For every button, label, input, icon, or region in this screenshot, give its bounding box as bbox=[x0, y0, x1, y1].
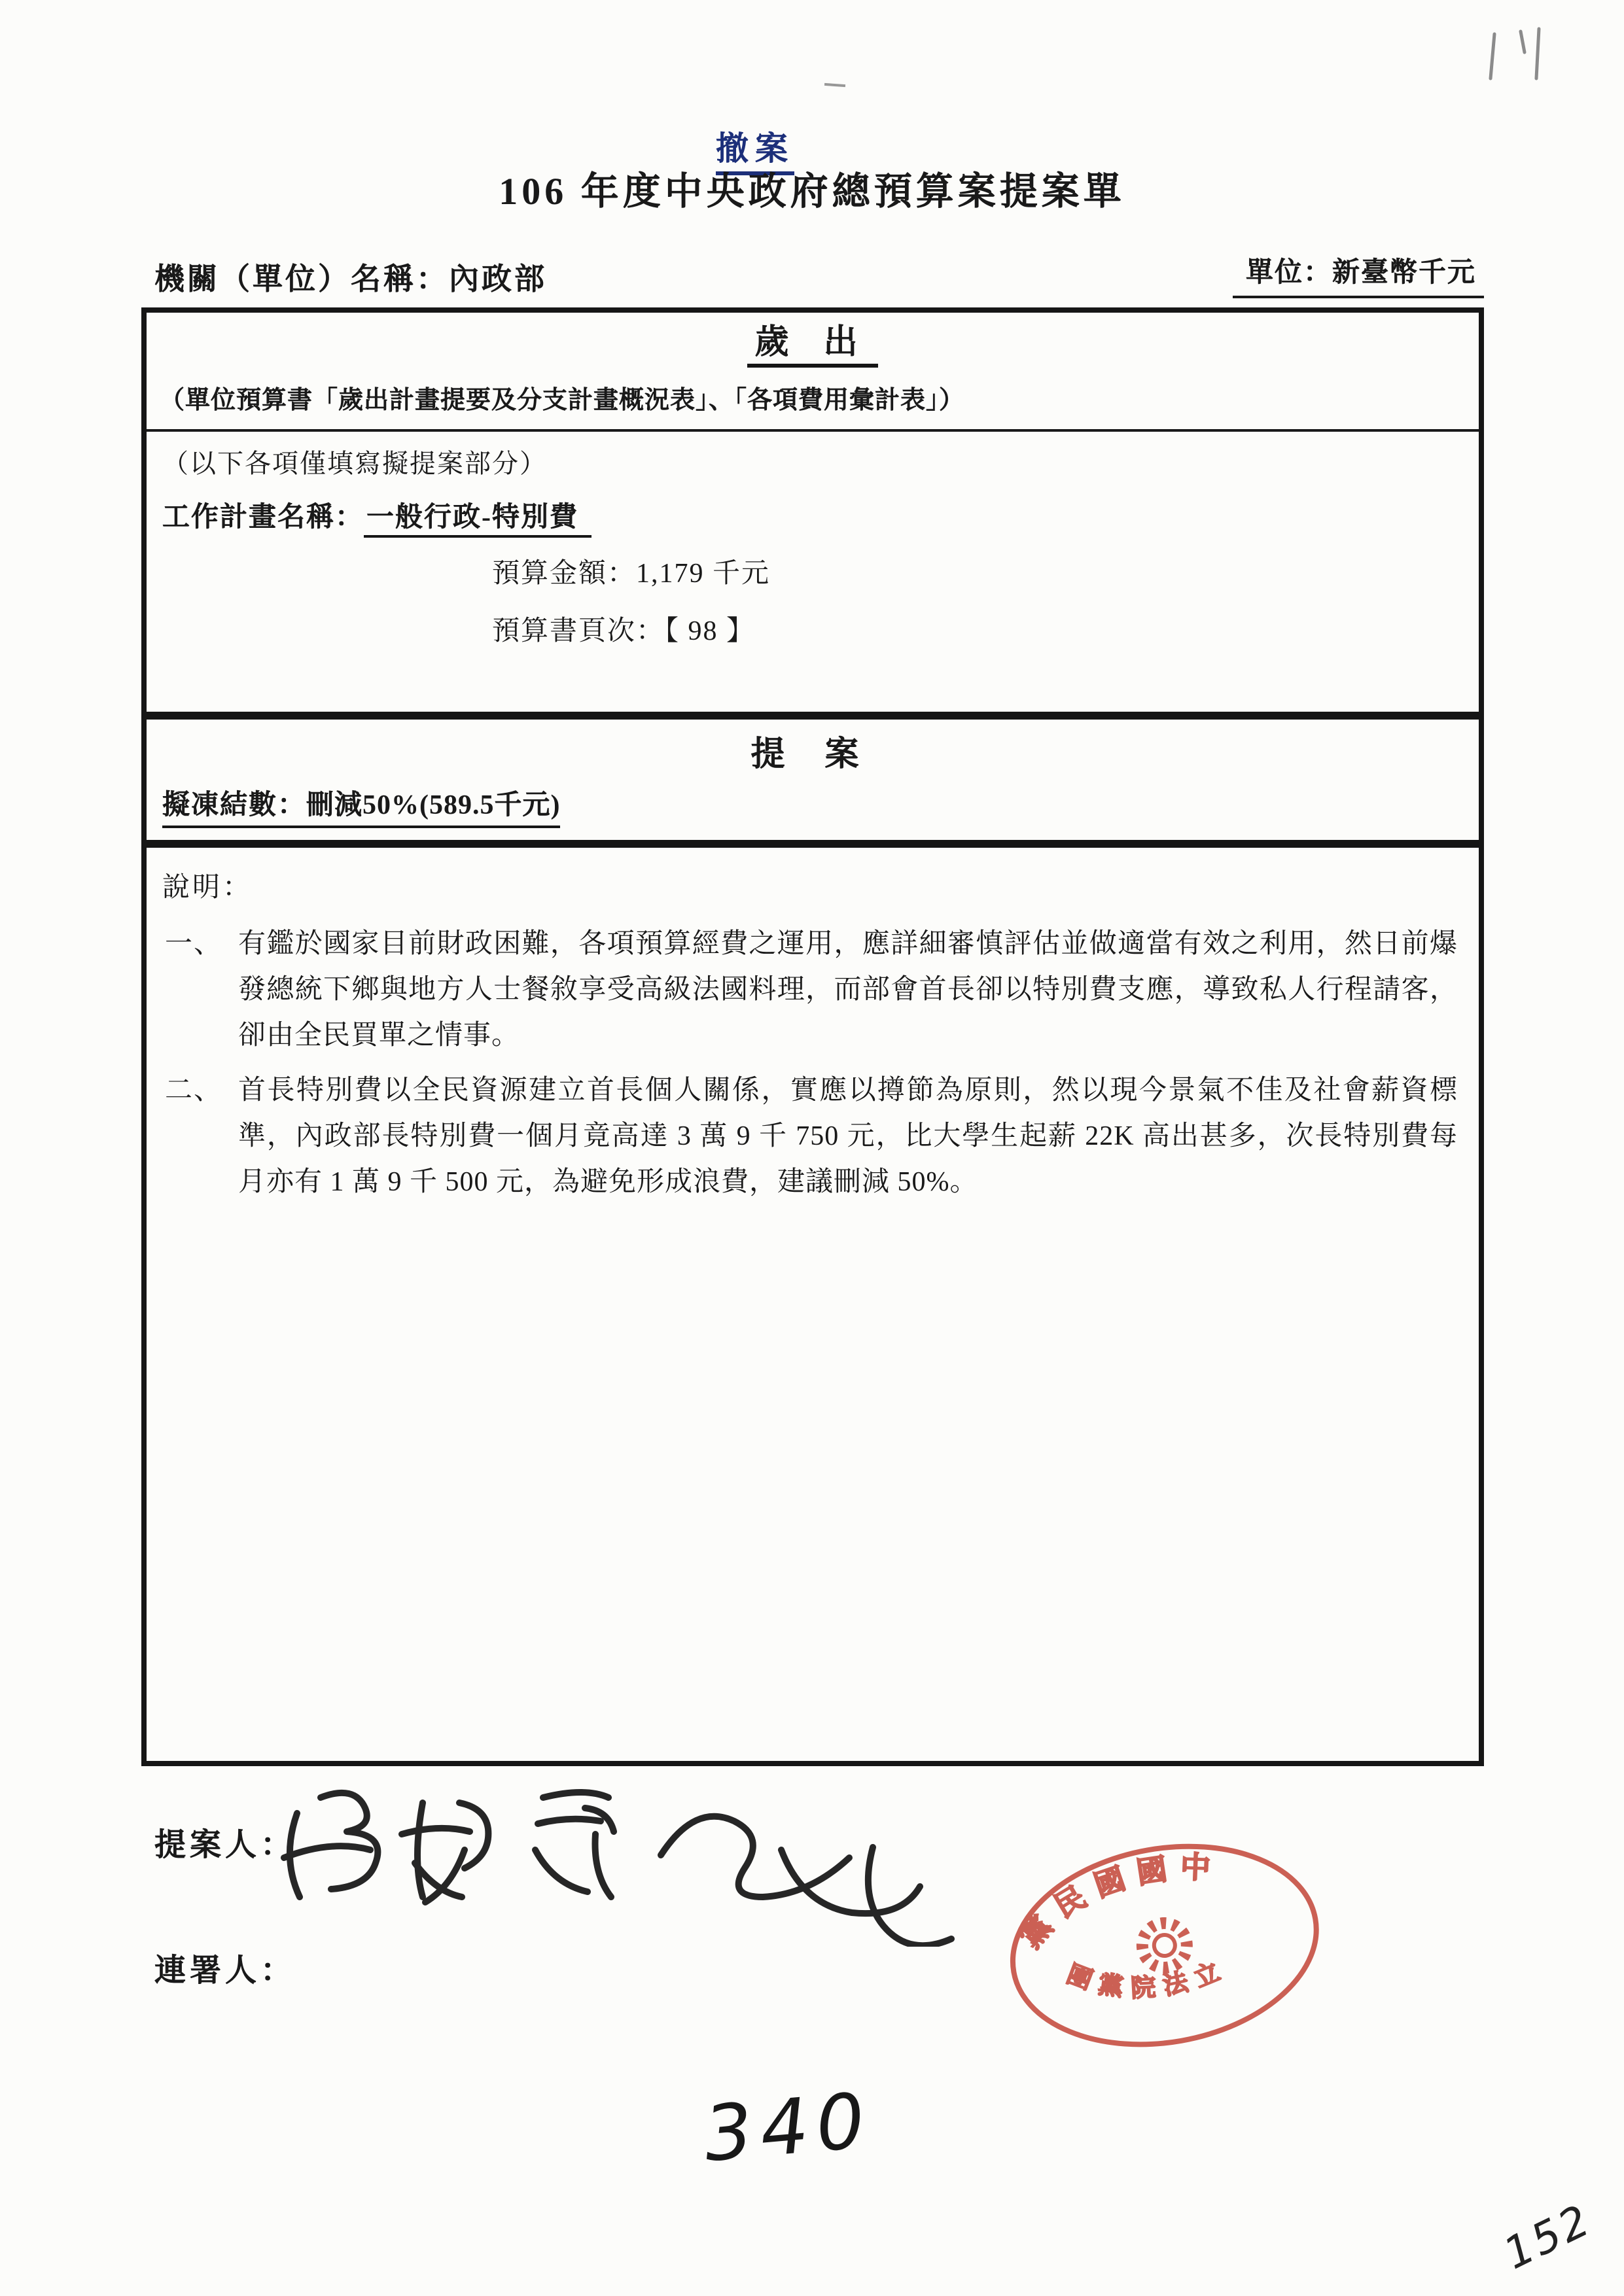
budget-book-page-value: 【 98 】 bbox=[665, 615, 755, 646]
explanation-item-1 bbox=[147, 921, 1479, 1058]
explanation-item-2-text: 首長特別費以全民資源建立首長個人關係，實應以撙節為原則，然以現今景氣不佳及社會薪資標準，內政部長特別費一個月竟高達 3 萬 9 千 750 元，比大學生起薪 22K 高出甚多，次長特別費每月亦有 1 萬 9 千 500 元，為避免形成浪費，建議刪減 50%。 bbox=[238, 1074, 1458, 1197]
currency-unit-note: 單位：新臺幣千元 bbox=[1233, 251, 1484, 298]
agency-name-label: 機關（單位）名稱： bbox=[154, 263, 449, 296]
agency-row bbox=[154, 251, 1484, 298]
budget-amount-line bbox=[147, 556, 1479, 591]
proposer-label: 提案人： bbox=[154, 1829, 296, 1863]
agency-name-value: 內政部 bbox=[449, 263, 547, 296]
freeze-amount-line bbox=[147, 788, 1479, 828]
freeze-underlined-text bbox=[162, 788, 561, 828]
fill-instruction-note: （以下各項僅填寫擬提案部分） bbox=[162, 450, 547, 479]
explanation-item-2-number: 二、 bbox=[165, 1074, 222, 1105]
budget-book-page-label: 預算書頁次： bbox=[492, 615, 665, 646]
stamp-sun-emblem bbox=[1139, 1920, 1190, 1972]
freeze-value: 刪減50%(589.5千元) bbox=[306, 789, 561, 820]
agency-name bbox=[154, 255, 547, 298]
cosigner-label: 連署人： bbox=[154, 1955, 296, 1989]
explanation-heading: 說明： bbox=[162, 871, 253, 903]
work-plan-line bbox=[147, 500, 1479, 535]
handwritten-corner-number: 152 bbox=[1495, 2193, 1600, 2280]
stamp-bottom-text: 團黨院法立 bbox=[1063, 1955, 1233, 2003]
freeze-label: 擬凍結數： bbox=[162, 789, 306, 820]
budget-book-source-note: （單位預算書「歲出計畫提要及分支計畫概況表」、「各項費用彙計表」） bbox=[147, 386, 1479, 432]
proposal-form-box bbox=[141, 307, 1484, 1766]
work-plan-label: 工作計畫名稱： bbox=[162, 501, 364, 532]
section-divider bbox=[147, 712, 1479, 720]
withdraw-stamp-text: 撤案 bbox=[716, 123, 794, 175]
stamp-top-text: 黨民國國中 bbox=[1014, 1850, 1223, 1955]
work-plan-value: 一般行政-特別費 bbox=[364, 501, 591, 538]
proposer-signature bbox=[268, 1764, 1053, 1947]
budget-amount-label: 預算金額： bbox=[492, 557, 636, 589]
document-title: 106 年度中央政府總預算案提案單 bbox=[499, 171, 1125, 213]
section-title-proposal: 提 案 bbox=[750, 735, 875, 773]
explanation-item-1-text: 有鑑於國家目前財政困難，各項預算經費之運用，應詳細審慎評估並做適當有效之利用，然日前爆發總統下鄉與地方人士餐敘享受高級法國料理，而部會首長卻以特別費支應，導致私人行程請客，卻由全民買單之情事。 bbox=[238, 928, 1458, 1051]
scan-artifact-dash bbox=[824, 83, 845, 87]
budget-amount-value: 1,179 千元 bbox=[636, 557, 770, 589]
explanation-item-1-number: 一、 bbox=[165, 928, 222, 959]
handwritten-page-number: 340 bbox=[700, 2076, 876, 2179]
section-title-expenditure bbox=[147, 323, 1479, 362]
expenditure-title-text: 歲 出 bbox=[747, 323, 878, 368]
pen-marks bbox=[1481, 21, 1586, 105]
section-divider bbox=[147, 840, 1479, 848]
explanation-item-2 bbox=[147, 1068, 1479, 1205]
budget-book-page-line bbox=[147, 614, 1479, 649]
